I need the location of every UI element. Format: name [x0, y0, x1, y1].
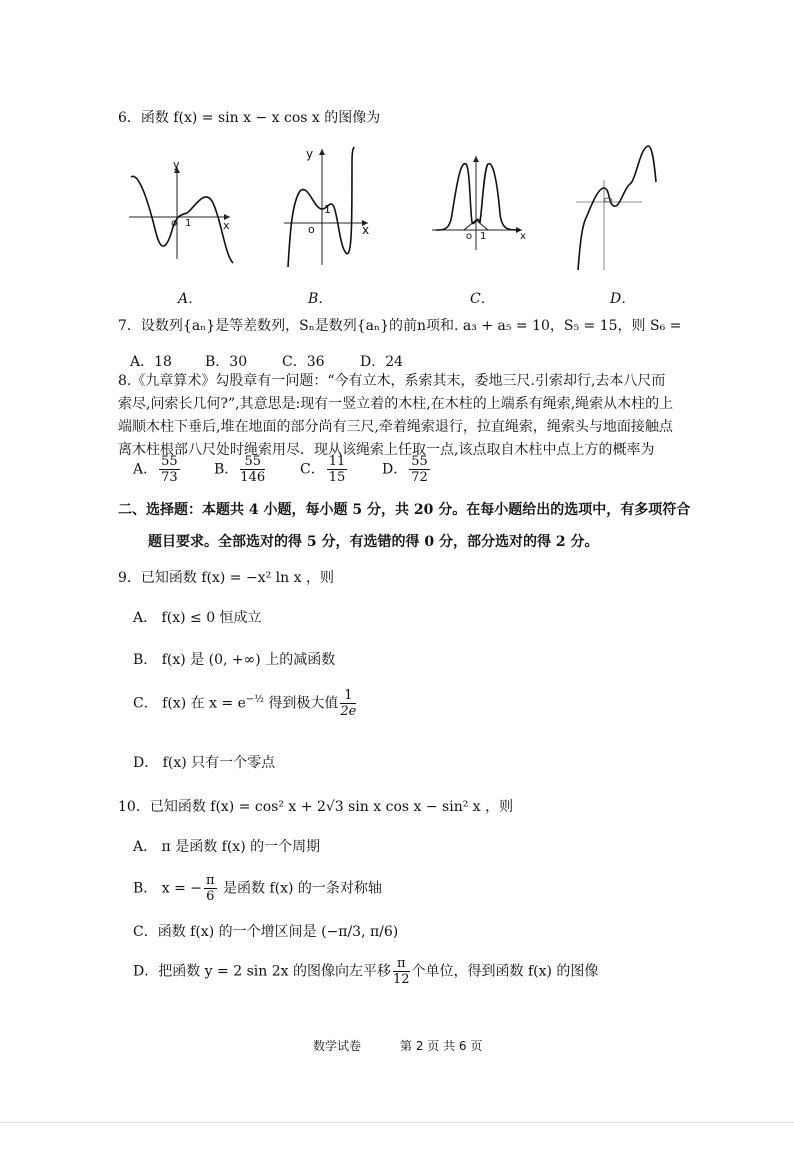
q9-option-b: B． f(x) 是 (0, +∞) 上的减函数 — [133, 652, 336, 668]
graph-b — [282, 143, 377, 268]
q8-option-c-num: 11 — [328, 454, 346, 469]
graph-a-x-label: x — [223, 219, 230, 232]
q9-option-c — [133, 688, 358, 719]
q10-option-d — [133, 956, 598, 987]
graph-d — [570, 140, 665, 275]
footer-page-number: 第 2 页 共 6 页 — [400, 1039, 483, 1053]
q10-option-d-den: 12 — [392, 972, 410, 987]
q10-option-d-post: 个单位，得到函数 f(x) 的图像 — [411, 963, 599, 980]
graph-label-a: A． — [178, 291, 203, 307]
q7-option-b: B．30 — [205, 354, 248, 370]
q10-option-c: C．函数 f(x) 的一个增区间是 (−π/3, π/6) — [133, 924, 399, 940]
q9-option-c-pre: C． f(x) 在 x = e — [133, 695, 246, 712]
page-bottom-divider — [0, 1122, 794, 1123]
question-9-text: 9．已知函数 f(x) = −x² ln x ，则 — [118, 570, 334, 586]
graph-b-one: 1 — [324, 203, 331, 216]
q9-option-c-mid: 得到极大值 — [263, 695, 339, 712]
q8-option-d-label: D． — [382, 461, 408, 478]
graph-c-x-label: x — [520, 231, 526, 242]
q8-option-a-num: 55 — [161, 454, 178, 469]
graph-a-origin: o — [171, 218, 178, 229]
graph-a-y-label: y — [173, 158, 180, 171]
graph-c-one: 1 — [480, 231, 487, 242]
q7-option-d: D．24 — [360, 354, 404, 370]
q8-option-c — [300, 454, 349, 485]
q8-option-a-label: A． — [133, 461, 158, 478]
q8-option-c-den: 15 — [328, 470, 346, 485]
q8-option-b — [214, 454, 267, 485]
graph-a-one: 1 — [185, 218, 192, 229]
q10-option-a: A． π 是函数 f(x) 的一个周期 — [133, 839, 321, 855]
graph-label-c: C． — [470, 291, 495, 307]
q10-option-d-pre: D．把函数 y = 2 sin 2x 的图像向左平移 — [133, 963, 391, 980]
q9-option-a: A． f(x) ≤ 0 恒成立 — [133, 610, 262, 626]
question-8-text: 8.《九章算术》勾股章有一问题：“今有立木，系索其末，委地三尺.引索却行,去本八尺而索尽,问索长几何?”,其意思是:现有一竖立着的木柱,在木柱的上端系有绳索,绳索从木柱的上端顺木柱下垂后,堆在地面的部分尚有三尺,牵着绳索退行，拉直绳索，绳索头与地面接触点离木柱根部八尺处时绳索用尽．现从该绳索上任取一点,该点取自木柱中点上方的概率为 — [118, 373, 674, 458]
graph-label-b: B． — [308, 291, 333, 307]
q7-option-c: C．36 — [282, 354, 325, 370]
q8-option-a-den: 73 — [161, 470, 178, 485]
q10-option-d-num: π — [393, 956, 410, 972]
q8-option-d-num: 55 — [411, 454, 428, 469]
question-6-text: 6．函数 f(x) = sin x − x cos x 的图像为 — [118, 110, 381, 126]
graph-c — [430, 150, 535, 255]
graph-b-origin: o — [308, 223, 315, 236]
section-2-heading-line1: 二、选择题：本题共 4 小题，每小题 5 分，共 20 分。在每小题给出的选项中，有多项符合 — [118, 502, 691, 518]
q8-option-d-den: 72 — [411, 470, 428, 485]
q10-option-b-den: 6 — [206, 889, 215, 904]
section-2-heading-line2: 题目要求。全部选对的得 5 分，有选错的得 0 分，部分选对的得 2 分。 — [148, 534, 599, 550]
q9-option-c-exponent: −½ — [245, 693, 264, 705]
q10-option-b — [133, 873, 382, 904]
q9-option-d: D． f(x) 只有一个零点 — [133, 755, 276, 771]
q10-option-b-pre: B． x = − — [133, 880, 202, 897]
graph-a — [125, 155, 240, 270]
q9-option-c-den: 2e — [340, 704, 357, 719]
graph-c-origin: o — [466, 231, 473, 242]
q9-option-c-num: 1 — [340, 688, 356, 704]
q10-option-b-num: π — [206, 873, 215, 888]
footer-subject: 数学试卷 — [313, 1039, 362, 1053]
q8-option-b-den: 146 — [240, 470, 266, 485]
graph-b-y-label: y — [306, 147, 314, 161]
question-10-text: 10．已知函数 f(x) = cos² x + 2√3 sin x cos x − sin² x ，则 — [118, 799, 514, 815]
question-7-text: 7．设数列{aₙ}是等差数列，Sₙ是数列{aₙ}的前n项和. a₃ + a₅ = 10，S₅ = 15，则 S₆ = — [118, 318, 682, 334]
q8-option-d — [382, 454, 432, 485]
q8-option-b-num: 55 — [240, 454, 265, 470]
q8-option-a — [133, 454, 182, 485]
q7-option-a: A．18 — [130, 354, 172, 370]
graph-label-d: D． — [610, 291, 636, 307]
graph-b-x-label: x — [362, 223, 370, 237]
q8-option-c-label: C． — [300, 461, 325, 478]
q10-option-b-post: 是函数 f(x) 的一条对称轴 — [218, 880, 382, 897]
q8-option-b-label: B． — [214, 461, 239, 478]
